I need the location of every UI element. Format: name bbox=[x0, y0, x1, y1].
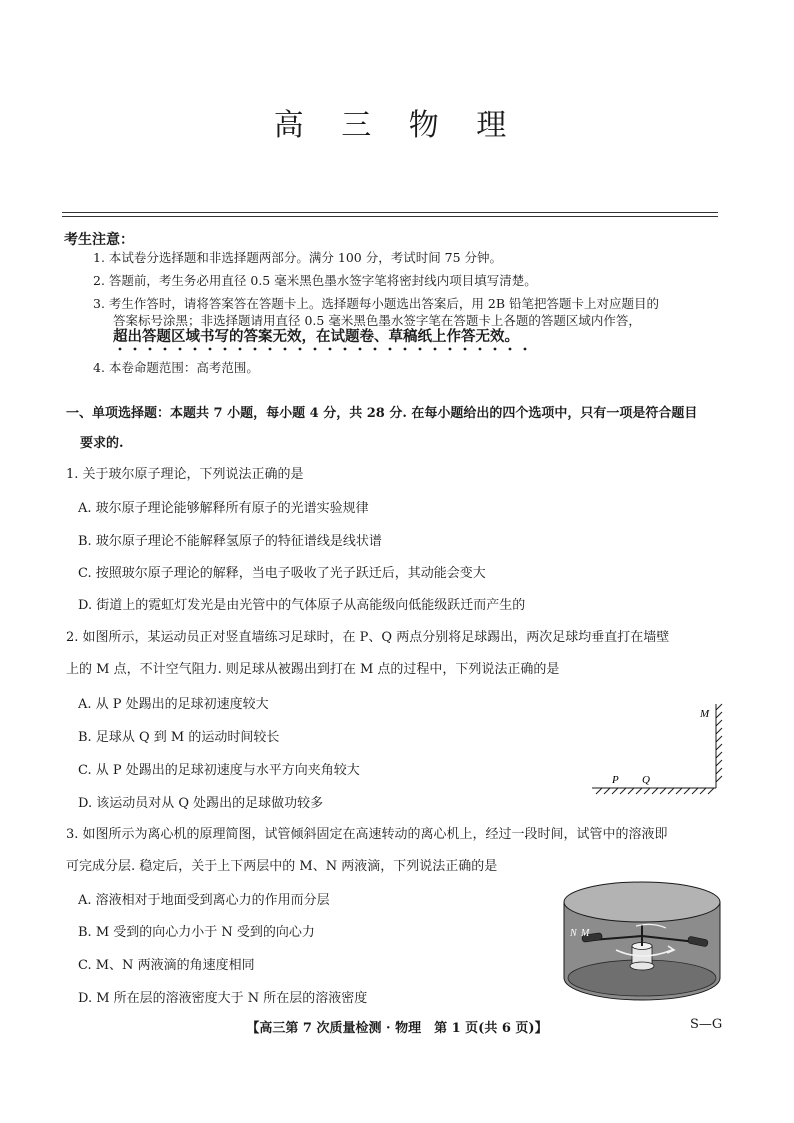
q1-option-a: A. 玻尔原子理论能够解释所有原子的光谱实验规律 bbox=[78, 501, 369, 516]
q2-option-d: D. 该运动员对从 Q 处踢出的足球做功较多 bbox=[78, 796, 324, 811]
q3-option-b: B. M 受到的向心力小于 N 受到的向心力 bbox=[78, 925, 315, 940]
q2-wall-figure bbox=[588, 700, 724, 796]
q3-stem-line1: 3. 如图所示为离心机的原理简图，试管倾斜固定在高速转动的离心机上，经过一段时间，试管中的溶液即 bbox=[66, 827, 668, 842]
q2-option-c: C. 从 P 处踢出的足球初速度与水平方向夹角较大 bbox=[78, 763, 360, 778]
notice-item-1: 1. 本试卷分选择题和非选择题两部分。满分 100 分，考试时间 75 分钟。 bbox=[93, 250, 503, 265]
notice-item-3-emphasis: 超出答题区域书写的答案无效，在试题卷、草稿纸上作答无效。 bbox=[113, 329, 519, 345]
notice-item-3-line1: 3. 考生作答时，请将答案答在答题卡上。选择题每小题选出答案后，用 2B 铅笔把答题卡上对应题目的 bbox=[93, 296, 659, 311]
page-footer: 【高三第 7 次质量检测 · 物理 第 1 页(共 6 页)】 bbox=[246, 1021, 548, 1036]
q2-stem-line1: 2. 如图所示，某运动员正对竖直墙练习足球时，在 P、Q 两点分别将足球踢出，两次足球均垂直打在墙壁 bbox=[66, 630, 670, 645]
q3-centrifuge-figure bbox=[556, 880, 728, 1006]
q2-label-q: Q bbox=[642, 774, 650, 786]
page-title: 高 三 物 理 bbox=[273, 108, 521, 143]
notice-item-4: 4. 本卷命题范围：高考范围。 bbox=[93, 360, 259, 375]
q1-option-c: C. 按照玻尔原子理论的解释，当电子吸收了光子跃迁后，其动能会变大 bbox=[78, 566, 486, 581]
section-1-heading: 一、单项选择题：本题共 7 小题，每小题 4 分，共 28 分. 在每小题给出的四个选项中，只有一项是符合题目 bbox=[66, 406, 698, 421]
q2-stem-line2: 上的 M 点，不计空气阻力. 则足球从被踢出到打在 M 点的过程中，下列说法正确的是 bbox=[66, 662, 560, 677]
q3-stem-line2: 可完成分层. 稳定后，关于上下两层中的 M、N 两液滴，下列说法正确的是 bbox=[66, 859, 498, 874]
notice-heading: 考生注意： bbox=[64, 232, 134, 248]
q2-label-m: M bbox=[700, 708, 710, 720]
emphasis-dots bbox=[116, 346, 536, 352]
q3-label-n: N bbox=[570, 928, 577, 939]
q2-option-b: B. 足球从 Q 到 M 的运动时间较长 bbox=[78, 730, 280, 745]
q1-stem: 1. 关于玻尔原子理论，下列说法正确的是 bbox=[66, 467, 304, 482]
q2-label-p: P bbox=[612, 774, 619, 786]
q1-option-d: D. 街道上的霓虹灯发光是由光管中的气体原子从高能级向低能级跃迁而产生的 bbox=[78, 598, 526, 613]
header-rule-bottom bbox=[62, 216, 718, 217]
q1-option-b: B. 玻尔原子理论不能解释氢原子的特征谱线是线状谱 bbox=[78, 534, 382, 549]
paper-code: S—G bbox=[690, 1017, 723, 1032]
header-rule-top bbox=[62, 212, 718, 213]
notice-item-3-line2: 答案标号涂黑；非选择题请用直径 0.5 毫米黑色墨水签字笔在答题卡上各题的答题区域内作答， bbox=[113, 313, 641, 328]
q3-option-c: C. M、N 两液滴的角速度相同 bbox=[78, 958, 255, 973]
q3-option-d: D. M 所在层的溶液密度大于 N 所在层的溶液密度 bbox=[78, 991, 368, 1006]
notice-item-2: 2. 答题前，考生务必用直径 0.5 毫米黑色墨水签字笔将密封线内项目填写清楚。 bbox=[93, 273, 537, 288]
q3-label-m: M bbox=[581, 928, 590, 939]
q2-option-a: A. 从 P 处踢出的足球初速度较大 bbox=[78, 697, 269, 712]
q3-option-a: A. 溶液相对于地面受到离心力的作用而分层 bbox=[78, 893, 330, 908]
section-1-heading-cont: 要求的. bbox=[80, 436, 124, 451]
